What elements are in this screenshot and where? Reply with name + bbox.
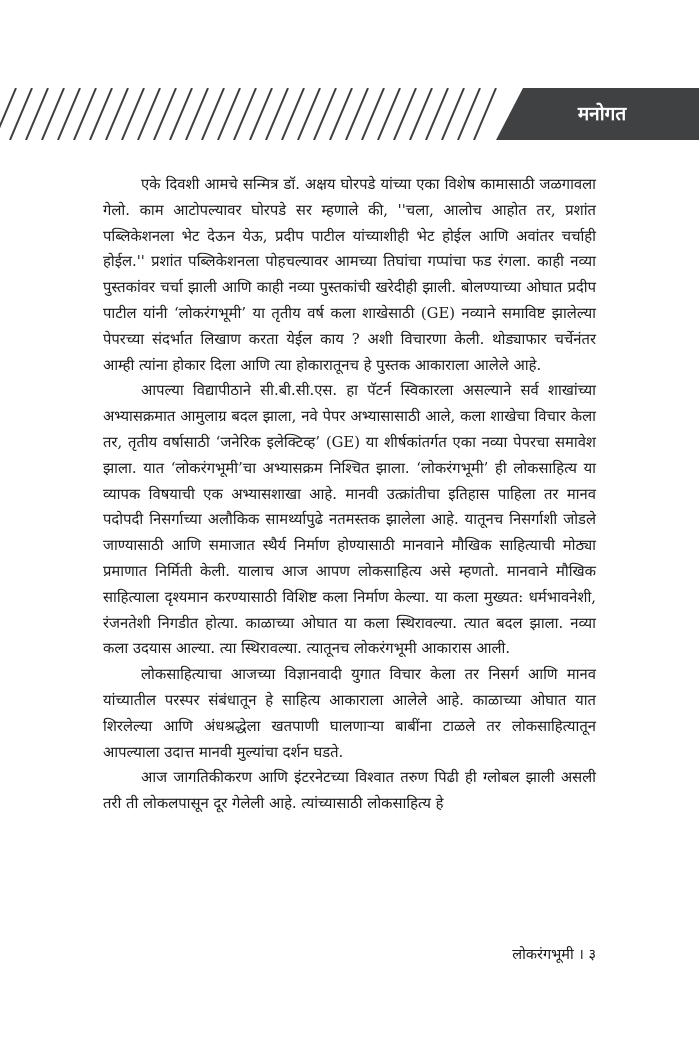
section-title: मनोगत (577, 103, 627, 125)
paragraph: आज जागतिकीकरण आणि इंटरनेटच्या विश्वात तरुण पिढी ही ग्लोबल झाली असली तरी ती लोकलपासून दूर गेलेली आहे. त्यांच्यासाठी लोकसाहित्य हे (103, 769, 596, 813)
page-footer (512, 944, 596, 966)
page-number: ३ (588, 947, 596, 963)
paragraph: एके दिवशी आमचे सन्मित्र डॉ. अक्षय घोरपडे यांच्या एका विशेष कामासाठी जळगावला गेलो. काम आटोपल्यावर घोरपडे सर म्हणाले की, ''चला, आलोच आहोत तर, प्रशांत पब्लिकेशनला भेट देऊन येऊ, प्रदीप पाटील यांच्याशीही भेट होईल आणि अवांतर चर्चाही होईल.'' प्रशांत पब्लिकेशनला पोहचल्यावर आमच्या तिघांचा गप्पांचा फड रंगला. काही नव्या पुस्तकांवर चर्चा झाली आणि काही नव्या पुस्तकांची खरेदीही झाली. बोलण्याच्या ओघात प्रदीप पाटील यांनी ‘लोकरंगभूमी’ या तृतीय वर्ष कला शाखेसाठी (GE) नव्याने समाविष्ट झालेल्या पेपरच्या संदर्भात लिखाण करता येईल काय ? अशी विचारणा केली. थोड्याफार चर्चेनंतर आम्ही त्यांना होकार दिला आणि त्या होकारातूनच हे पुस्तक आकाराला आलेले आहे. (103, 176, 596, 374)
paragraph: लोकसाहित्याचा आजच्या विज्ञानवादी युगात विचार केला तर निसर्ग आणि मानव यांच्यातील परस्पर संबंधातून हे साहित्य आकाराला आलेले आहे. काळाच्या ओघात यात शिरलेल्या आणि अंधश्रद्धेला खतपाणी घालणाऱ्या बाबींना टाळले तर लोकसाहित्यातून आपल्याला उदात्त मानवी मुल्यांचा दर्शन घडते. (103, 666, 596, 761)
paragraph: आपल्या विद्यापीठाने सी.बी.सी.एस. हा पॅटर्न स्विकारला असल्याने सर्व शाखांच्या अभ्यासक्रमात आमुलाग्र बदल झाला, नवे पेपर अभ्यासासाठी आले, कला शाखेचा विचार केला तर, तृतीय वर्षासाठी ‘जनेरिक इलेक्टिव्ह’ (GE) या शीर्षकांतर्गत एका नव्या पेपरचा समावेश झाला. यात ‘लोकरंगभूमी’चा अभ्यासक्रम निश्चित झाला. ‘लोकरंगभूमी’ ही लोकसाहित्य या व्यापक विषयाची एक अभ्यासशाखा आहे. मानवी उत्क्रांतीचा इतिहास पाहिला तर मानव पदोपदी निसर्गाच्या अलौकिक सामर्थ्यापुढे नतमस्तक झालेला आहे. यातूनच निसर्गाशी जोडले जाण्यासाठी आणि समाजात स्थैर्य निर्माण होण्यासाठी मानवाने मौखिक साहित्याची मोठ्या प्रमाणात निर्मिती केली. यालाच आज आपण लोकसाहित्य असे म्हणतो. मानवाने मौखिक साहित्याला दृश्यमान करण्यासाठी विशिष्ट कला निर्माण केल्या. या कला मुख्यत: धर्मभावनेशी, रंजनतेशी निगडीत होत्या. काळाच्या ओघात या कला स्थिरावल्या. त्यात बदल झाला. नव्या कला उदयास आल्या. त्या स्थिरावल्या. त्यातूनच लोकरंगभूमी आकारास आली. (103, 382, 596, 658)
body-text (103, 172, 596, 817)
running-title: लोकरंगभूमी (512, 947, 574, 963)
footer-separator: । (578, 947, 584, 963)
